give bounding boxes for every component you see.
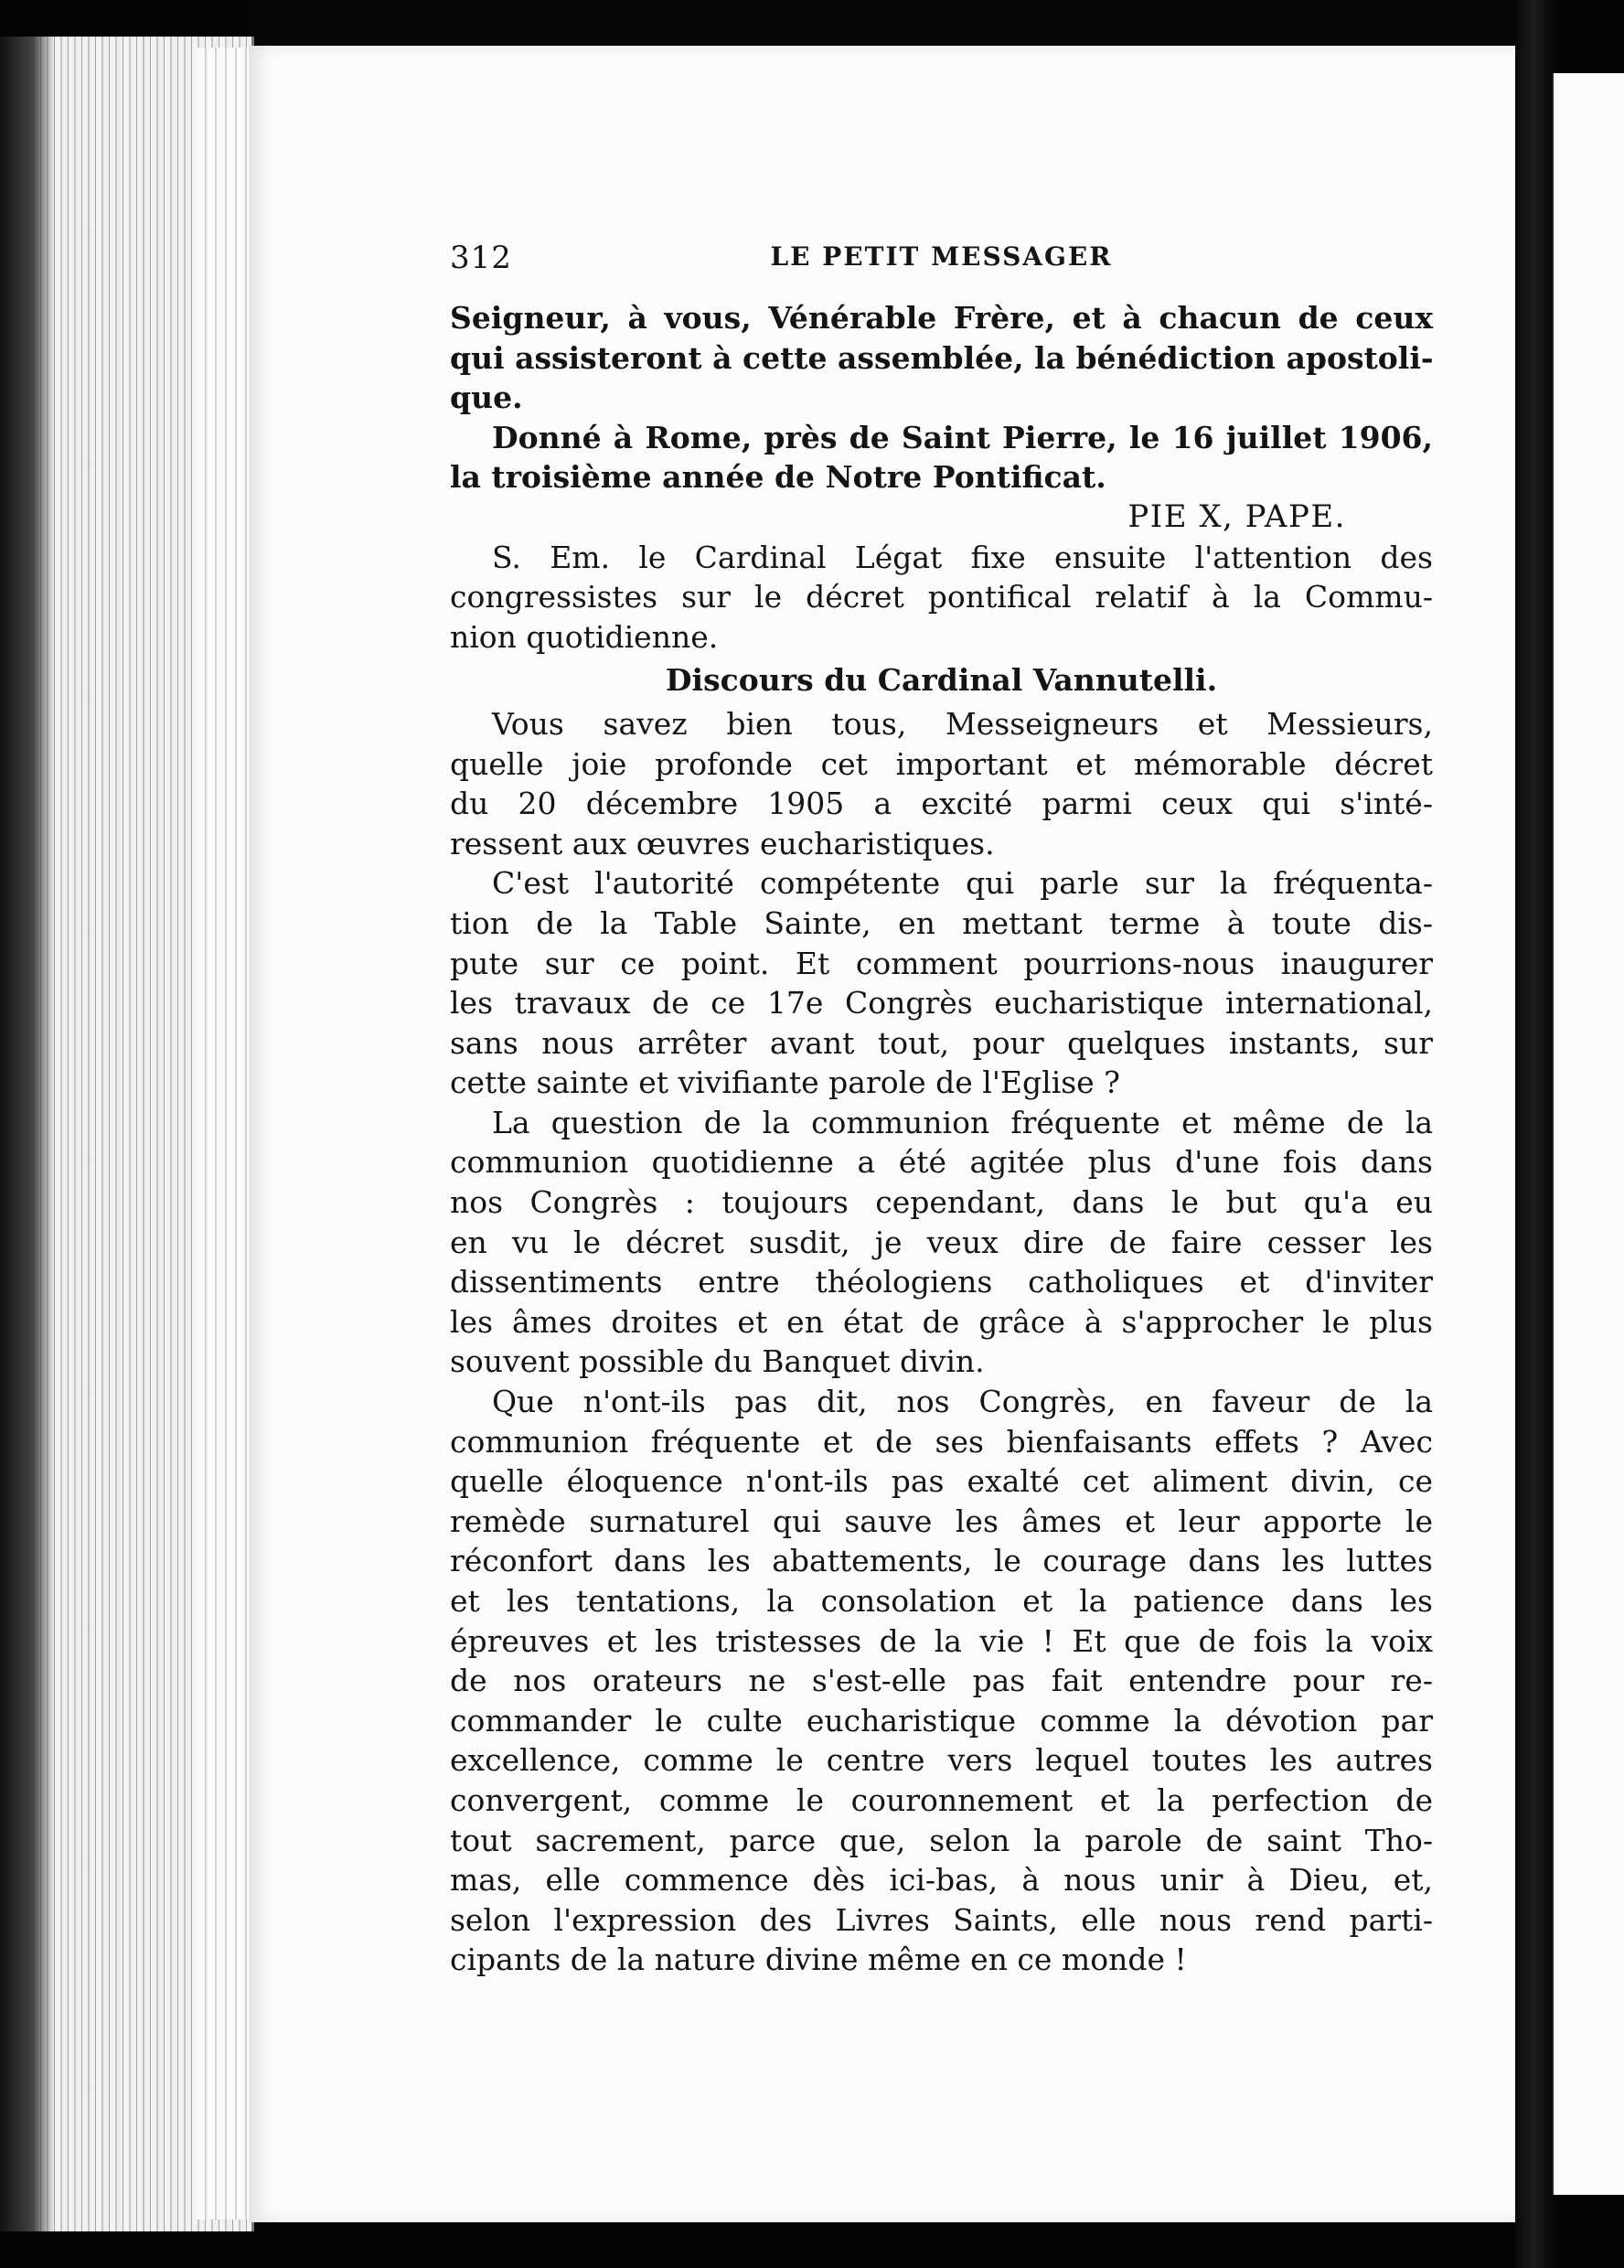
next-page-edge <box>1552 73 1624 2195</box>
text-line: tout sacrement, parce que, selon la parole de saint Tho- <box>450 1822 1433 1858</box>
text-line: nion quotidienne. <box>450 618 719 655</box>
text-line: et les tentations, la consolation et la patience dans les <box>450 1583 1433 1619</box>
text-line: selon l'expression des Livres Saints, elle nous rend parti- <box>450 1901 1433 1938</box>
left-shadow <box>0 37 55 2231</box>
text-line: La question de la communion fréquente et même de la <box>492 1104 1433 1140</box>
text-line: en vu le décret susdit, je veux dire de faire cesser les <box>450 1224 1433 1260</box>
text-line: mas, elle commence dès ici-bas, à nous unir à Dieu, et, <box>450 1862 1433 1899</box>
text-line: la troisième année de Notre Pontificat. <box>450 459 1106 496</box>
text-line: cipants de la nature divine même en ce monde ! <box>450 1942 1187 1978</box>
top-background <box>249 0 1515 46</box>
text-line: S. Em. le Cardinal Légat fixe ensuite l'attention des <box>492 539 1433 575</box>
book-binding <box>1515 0 1552 2268</box>
text-line: remède surnaturel qui sauve les âmes et leur apporte le <box>450 1503 1433 1539</box>
text-line: dissentiments entre théologiens catholiques et d'inviter <box>450 1264 1433 1300</box>
text-line: Vous savez bien tous, Messeigneurs et Messieurs, <box>492 705 1433 742</box>
text-line: congressistes sur le décret pontifical relatif à la Commu- <box>450 579 1433 615</box>
text-line: tion de la Table Sainte, en mettant terme à toute dis- <box>450 904 1433 941</box>
text-line: nos Congrès : toujours cependant, dans le but qu'a eu <box>450 1184 1433 1221</box>
text-line: Donné à Rome, près de Saint Pierre, le 16 juillet 1906, <box>492 419 1433 455</box>
page-number: 312 <box>450 240 512 276</box>
signature: PIE X, PAPE. <box>1127 497 1346 535</box>
text-line: cette sainte et vivifiante parole de l'Eglise ? <box>450 1064 1120 1101</box>
text-line: du 20 décembre 1905 a excité parmi ceux qui s'inté- <box>450 786 1433 822</box>
inner-page-edges <box>197 48 251 2220</box>
section-heading: Discours du Cardinal Vannutelli. <box>665 662 1218 699</box>
text-line: commander le culte eucharistique comme la dévotion par <box>450 1702 1433 1738</box>
text-line: épreuves et les tristesses de la vie ! Et que de fois la voix <box>450 1622 1433 1659</box>
text-line: communion quotidienne a été agitée plus d'une fois dans <box>450 1144 1433 1181</box>
text-line: convergent, comme le couronnement et la perfection de <box>450 1781 1433 1818</box>
running-title: LE PETIT MESSAGER <box>770 241 1113 272</box>
text-line: de nos orateurs ne s'est-elle pas fait entendre pour re- <box>450 1663 1433 1699</box>
text-line: C'est l'autorité compétente qui parle sur la fréquenta- <box>492 865 1433 902</box>
text-line: les âmes droites et en état de grâce à s'approcher le plus <box>450 1303 1433 1340</box>
text-line: que. <box>450 380 523 416</box>
text-line: Que n'ont-ils pas dit, nos Congrès, en faveur de la <box>492 1384 1433 1420</box>
text-line: excellence, comme le centre vers lequel toutes les autres <box>450 1742 1433 1779</box>
text-line: les travaux de ce 17e Congrès eucharistique international, <box>450 985 1433 1022</box>
text-line: pute sur ce point. Et comment pourrions-nous inaugurer <box>450 945 1433 981</box>
text-line: quelle joie profonde cet important et mémorable décret <box>450 745 1433 782</box>
running-header <box>450 240 1433 276</box>
text-line: ressent aux œuvres eucharistiques. <box>450 825 995 861</box>
text-line: qui assisteront à cette assemblée, la bénédiction apostoli- <box>450 339 1434 376</box>
text-line: communion fréquente et de ses bienfaisants effets ? Avec <box>450 1423 1433 1460</box>
text-line: quelle éloquence n'ont-ils pas exalté cet aliment divin, ce <box>450 1463 1433 1500</box>
text-line: réconfort dans les abattements, le courage dans les luttes <box>450 1543 1433 1579</box>
text-line: souvent possible du Banquet divin. <box>450 1343 985 1380</box>
body-text <box>450 298 1433 1980</box>
text-line: sans nous arrêter avant tout, pour quelques instants, sur <box>450 1024 1433 1061</box>
text-line: Seigneur, à vous, Vénérable Frère, et à chacun de ceux <box>450 300 1433 336</box>
